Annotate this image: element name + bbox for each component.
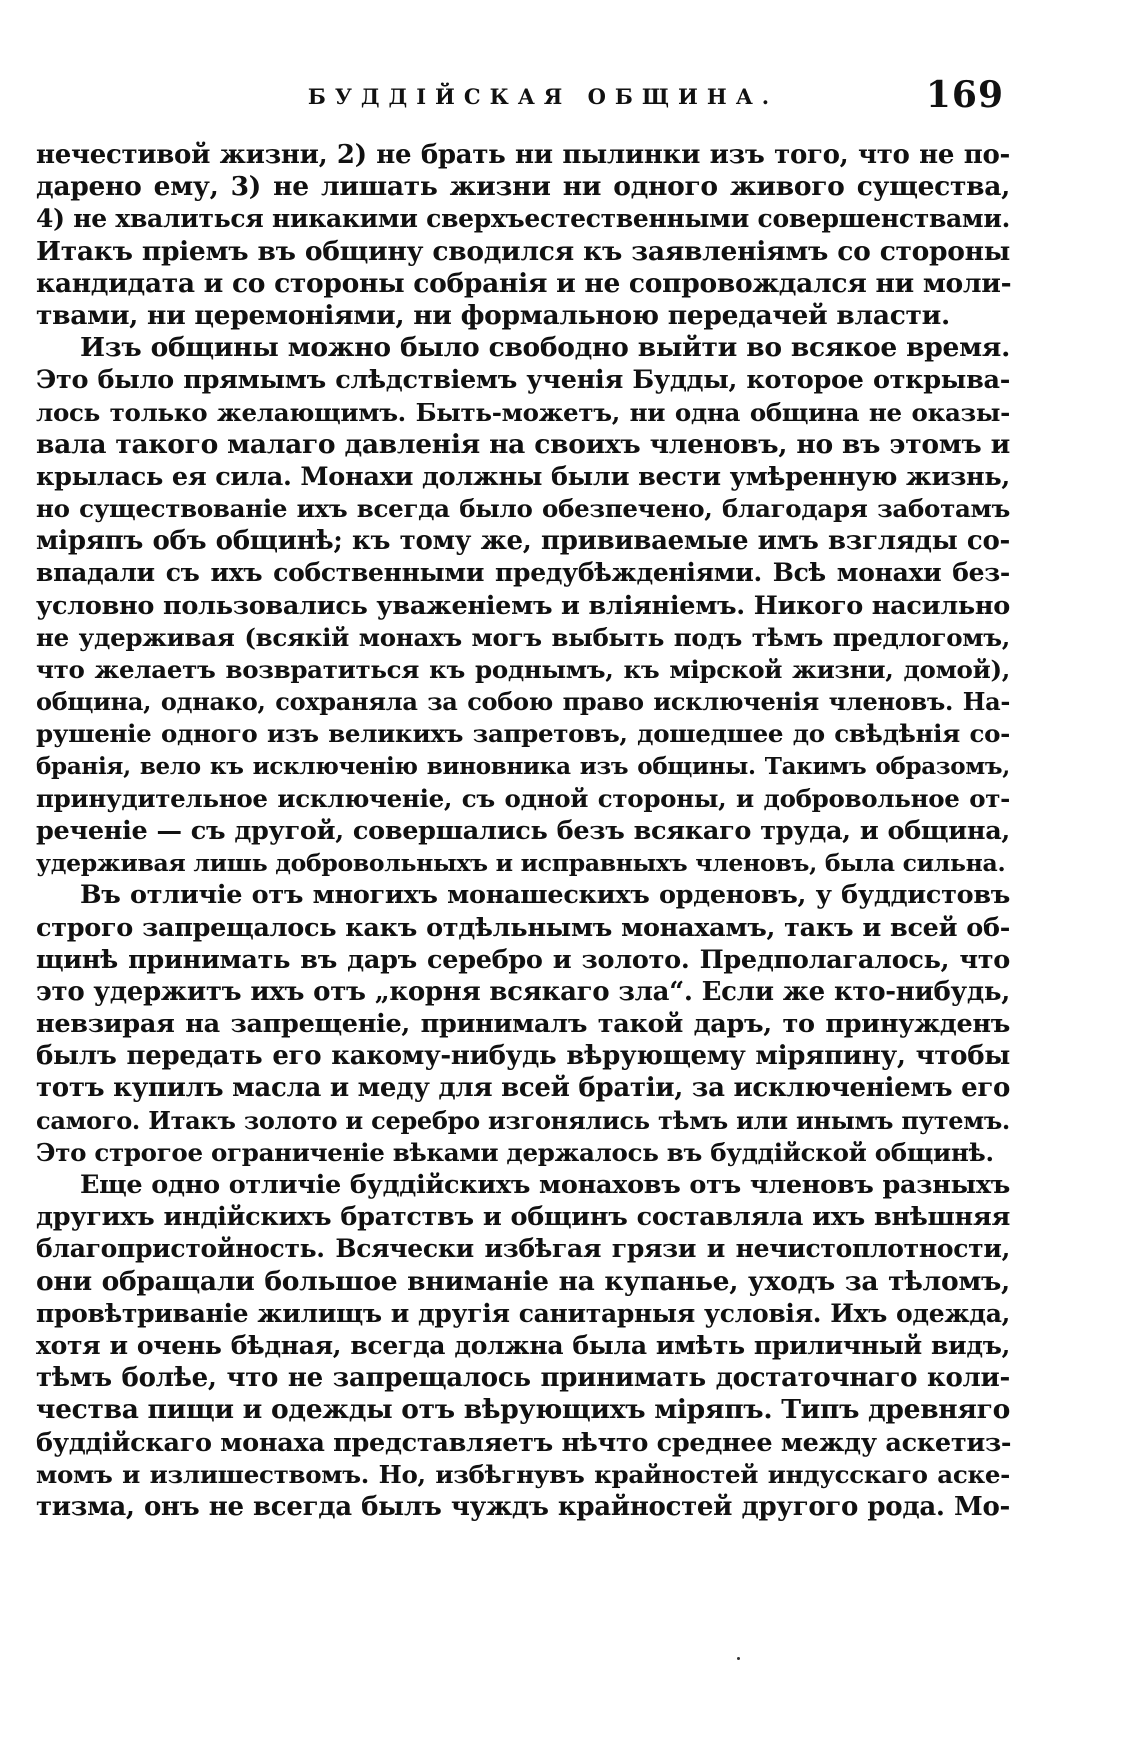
- text-line: рушеніе одного изъ великихъ запретовъ, дошедшее до свѣдѣнія со-: [36, 719, 1010, 749]
- text-line: кандидата и со стороны собранія и не сопровождался ни моли-: [36, 267, 1012, 299]
- text-line: провѣтриваніе жилищъ и другія санитарныя условія. Ихъ одежда,: [36, 1298, 1010, 1328]
- text-line: не удерживая (всякій монахъ могъ выбыть подъ тѣмъ предлогомъ,: [36, 622, 1010, 652]
- text-line: но существованіе ихъ всегда было обезпечено, благодаря заботамъ: [36, 494, 1010, 524]
- text-line: крылась ея сила. Монахи должны были вести умѣренную жизнь,: [36, 461, 1010, 492]
- text-line: что желаетъ возвратиться къ роднымъ, къ мірской жизни, домой),: [36, 655, 1010, 684]
- paragraph: [36, 332, 1010, 879]
- text-line: хотя и очень бѣдная, всегда должна была имѣть приличный видъ,: [36, 1330, 1010, 1360]
- text-line: Это строгое ограниченіе вѣками держалось въ буддійской общинѣ.: [36, 1137, 994, 1167]
- text-line: реченіе — съ другой, совершались безъ всякаго труда, и община,: [36, 815, 1010, 846]
- text-line: тѣмъ болѣе, что не запрещалось принимать достаточнаго коли-: [36, 1363, 1010, 1394]
- text-line: 4) не хвалиться никакими сверхъестественными совершенствами.: [36, 204, 1010, 234]
- text-line: условно пользовались уваженіемъ и вліяніемъ. Никого насильно: [36, 590, 1010, 621]
- text-line: Изъ общины можно было свободно выйти во всякое время.: [80, 332, 1010, 364]
- text-line: невзирая на запрещеніе, принималъ такой даръ, то принужденъ: [36, 1009, 1010, 1040]
- text-line: вала такого малаго давленія на своихъ членовъ, но въ этомъ и: [36, 428, 1010, 460]
- text-line: дарено ему, 3) не лишать жизни ни одного живого существа,: [36, 171, 1010, 203]
- text-line: Итакъ пріемъ въ общину сводился къ заявленіямъ со стороны: [36, 235, 1010, 267]
- text-line: Это было прямымъ слѣдствіемъ ученія Будды, которое открыва-: [36, 365, 1010, 396]
- text-line: бранія, вело къ исключенію виновника изъ общины. Такимъ образомъ,: [36, 752, 1010, 780]
- text-line: Еще одно отличіе буддійскихъ монаховъ отъ членовъ разныхъ: [80, 1170, 1010, 1200]
- text-line: благопристойность. Всячески избѣгая грязи и нечистоплотности,: [36, 1234, 1010, 1264]
- print-speck: [737, 1657, 740, 1660]
- text-line: лось только желающимъ. Быть-можетъ, ни одна община не оказы-: [36, 397, 1010, 427]
- text-line: община, однако, сохраняла за собою право исключенія членовъ. На-: [36, 687, 1010, 717]
- text-line: нечестивой жизни, 2) не брать ни пылинки изъ того, что не по-: [36, 140, 1010, 170]
- text-line: буддійскаго монаха представляетъ нѣчто среднее между аскетиз-: [36, 1427, 1012, 1458]
- text-line: щинѣ принимать въ даръ серебро и золото. Предполагалось, что: [36, 944, 1010, 975]
- text-line: чества пищи и одежды отъ вѣрующихъ міряпъ. Типъ древняго: [36, 1394, 1010, 1426]
- running-title: БУДДІЙСКАЯ ОБЩИНА.: [307, 84, 779, 109]
- text-line: тотъ купилъ масла и меду для всей братіи, за исключеніемъ его: [36, 1073, 1010, 1104]
- paragraph: [36, 1169, 1010, 1523]
- paragraph: [36, 139, 1010, 332]
- text-line: Въ отличіе отъ многихъ монашескихъ орденовъ, у буддистовъ: [80, 880, 1010, 911]
- running-head: [36, 70, 1010, 120]
- text-line: былъ передать его какому-нибудь вѣрующему міряпину, чтобы: [36, 1041, 1010, 1072]
- text-line: удерживая лишь добровольныхъ и исправныхъ членовъ, была сильна.: [36, 849, 1006, 878]
- text-line: это удержитъ ихъ отъ „корня всякаго зла“. Если же кто-нибудь,: [36, 976, 1010, 1007]
- page-number: 169: [925, 74, 1004, 116]
- text-line: строго запрещалось какъ отдѣльнымъ монахамъ, такъ и всей об-: [36, 912, 1010, 943]
- text-line: тизма, онъ не всегда былъ чуждъ крайностей другого рода. Мо-: [36, 1491, 1010, 1522]
- text-line: принудительное исключеніе, съ одной стороны, и добровольное от-: [36, 783, 1010, 813]
- text-line: самого. Итакъ золото и серебро изгонялись тѣмъ или инымъ путемъ.: [36, 1105, 1010, 1135]
- text-line: другихъ индійскихъ братствъ и общинъ составляла ихъ внѣшняя: [36, 1202, 1010, 1233]
- text-line: впадали съ ихъ собственными предубѣжденіями. Всѣ монахи без-: [36, 558, 1010, 588]
- text-line: они обращали большое вниманіе на купанье, уходъ за тѣломъ,: [36, 1265, 1010, 1297]
- text-line: твами, ни церемоніями, ни формальною передачей власти.: [36, 299, 950, 331]
- paragraph: [36, 879, 1010, 1169]
- text-line: міряпъ объ общинѣ; къ тому же, прививаемые имъ взгляды со-: [36, 526, 1010, 557]
- body-text: [36, 139, 1010, 1523]
- text-line: момъ и излишествомъ. Но, избѣгнувъ крайностей индусскаго аске-: [36, 1459, 1010, 1489]
